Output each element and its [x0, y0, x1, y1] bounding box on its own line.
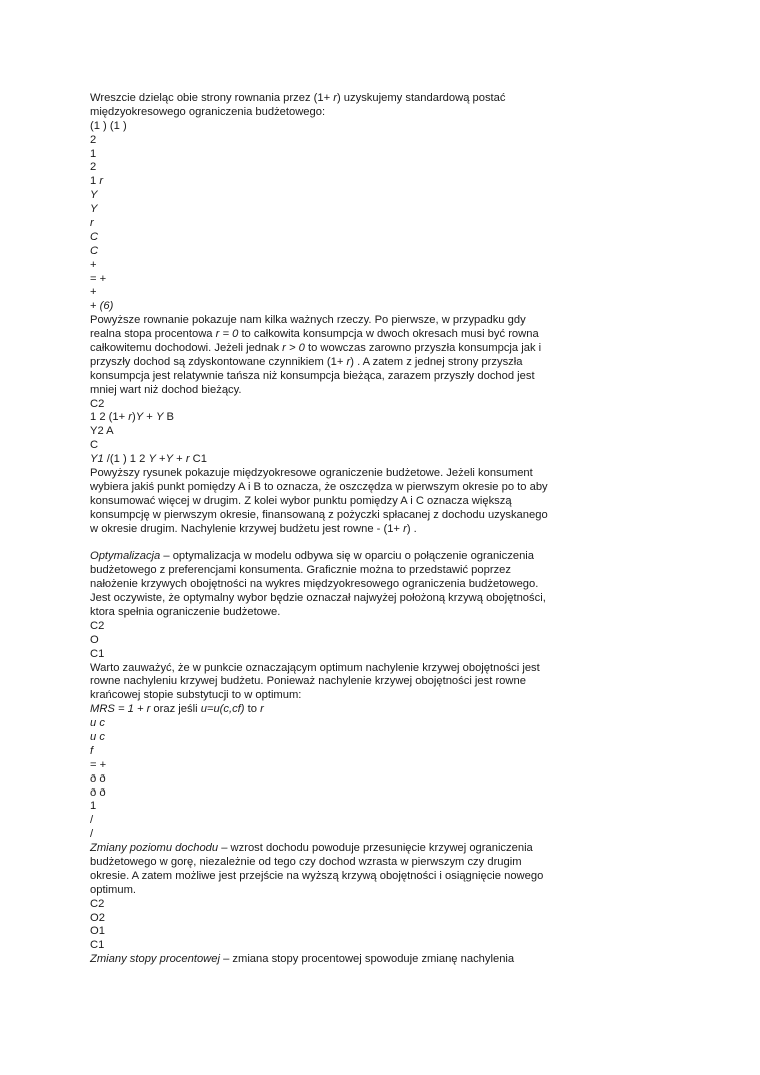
text-run: r	[333, 92, 337, 104]
text-line	[90, 161, 530, 175]
text-run: oraz jeśli	[150, 703, 201, 716]
text-line	[90, 648, 530, 662]
text-run: r	[346, 355, 351, 368]
text-run: ktora spełnia ograniczenie budżetowe.	[90, 605, 281, 618]
text-line	[90, 92, 530, 106]
text-line	[90, 439, 530, 453]
text-run: krańcowej stopie substytucji to w optimum:	[90, 689, 302, 702]
text-run: to całkowita konsumpcja w dwoch okresach musi być rowna	[238, 328, 539, 341]
text-line	[90, 106, 530, 120]
document-page	[90, 92, 548, 967]
text-run: 1	[90, 147, 97, 160]
text-line	[90, 245, 530, 259]
text-run: przyszły dochod są zdyskontowane czynnikiem (1+	[90, 355, 347, 368]
text-run: r = 0	[215, 328, 239, 341]
text-line	[90, 939, 530, 953]
text-run: 1	[90, 800, 97, 813]
text-run: r > 0	[282, 342, 305, 355]
text-run: – optymalizacja w modelu odbywa się w oparciu o połączenie ograniczenia	[160, 550, 535, 563]
text-run: budżetowego z preferencjami konsumenta. Graficznie można to przedstawić poprzez	[90, 564, 511, 577]
text-run: +	[90, 286, 97, 299]
text-run: to wowczas zarowno przyszła konsumpcja jak i	[304, 342, 542, 355]
text-run: 2	[90, 161, 97, 174]
text-line	[90, 384, 530, 398]
text-run: +	[173, 453, 186, 466]
text-line	[90, 231, 530, 245]
text-run: mniej wart niż dochod bieżący.	[90, 383, 242, 396]
text-run: – zmiana stopy procentowej spowoduje zmianę nachylenia	[219, 953, 515, 966]
text-line	[90, 717, 530, 731]
text-run: ) . A zatem z jednej strony przyszła	[350, 355, 523, 368]
text-run: f	[90, 744, 94, 757]
text-line	[90, 675, 530, 689]
text-run: C	[90, 230, 99, 243]
text-run: r	[260, 703, 264, 716]
text-run: ) .	[406, 522, 417, 535]
text-run: C1	[189, 453, 207, 466]
text-run: r	[403, 522, 407, 535]
text-line	[90, 773, 530, 787]
text-run: Zmiany stopy procentowej	[90, 953, 220, 966]
text-run: MRS = 1 + r	[90, 703, 151, 716]
text-line	[90, 467, 533, 481]
text-run: C	[90, 244, 99, 257]
text-run: O1	[90, 925, 105, 938]
text-line	[90, 912, 530, 926]
text-line	[90, 425, 530, 439]
text-line	[90, 606, 530, 620]
text-line	[90, 592, 546, 606]
text-run: r	[99, 175, 104, 188]
text-run: ) uzyskujemy standardową postać	[336, 92, 506, 104]
text-line	[90, 480, 548, 495]
text-line	[90, 203, 530, 217]
text-run: r	[90, 217, 94, 230]
text-line	[90, 884, 530, 898]
text-run: u c	[90, 730, 105, 743]
text-line	[90, 620, 530, 634]
text-line	[90, 787, 530, 801]
text-line	[90, 689, 530, 703]
text-line	[90, 148, 530, 162]
text-run: Zmiany poziomu dochodu	[90, 842, 219, 855]
text-run: rowne nachyleniu krzywej budżetu. Ponieważ nachylenie krzywej obojętności jest rowne	[90, 675, 526, 688]
text-run: Y1	[90, 453, 104, 466]
text-run: r	[128, 411, 132, 424]
text-line	[90, 828, 530, 842]
text-run: realna stopa procentowa	[90, 328, 216, 341]
text-line	[90, 273, 530, 287]
text-line	[90, 578, 539, 592]
text-line	[90, 731, 530, 745]
text-line	[90, 800, 530, 814]
text-line	[90, 703, 530, 717]
text-line	[90, 523, 530, 537]
text-line	[90, 759, 530, 773]
text-run: okresie. A zatem możliwe jest przejście na wyższą krzywą obojętności i osiągnięcie nowego	[90, 869, 544, 882]
text-run: konsumpcję w pierwszym okresie, finansowaną z pożyczki spłacanej z dochodu uzyskanego	[90, 508, 548, 521]
text-run: budżetowego w gorę, niezależnie od tego czy dochod wzrasta w pierwszym czy drugim	[90, 855, 522, 868]
text-line	[90, 342, 542, 356]
text-run: międzyokresowego ograniczenia budżetowego:	[90, 105, 326, 118]
text-line	[90, 398, 530, 412]
text-line	[90, 411, 530, 425]
text-run: konsumpcja jest relatywnie tańsza niż konsumpcja bieżąca, zarazem przyszły dochod jest	[90, 369, 535, 382]
text-run: /	[90, 814, 94, 827]
text-run: całkowitemu dochodowi. Jeżeli jednak	[90, 342, 283, 355]
text-line	[90, 634, 530, 648]
text-run: Wreszcie dzieląc obie strony rownania przez (1+	[90, 92, 334, 104]
text-line	[90, 175, 530, 189]
text-run: Y	[135, 411, 144, 424]
text-run: C1	[90, 647, 105, 660]
text-line	[90, 953, 530, 967]
text-line	[90, 134, 530, 148]
text-line	[90, 508, 548, 523]
text-line	[90, 898, 530, 912]
text-run: Y	[165, 453, 174, 466]
text-line	[90, 369, 535, 384]
text-line	[90, 495, 530, 509]
text-line	[90, 314, 530, 328]
text-run: +	[155, 453, 166, 466]
text-line	[90, 189, 530, 203]
text-line	[90, 925, 530, 939]
text-run: Warto zauważyć, że w punkcie oznaczającym optimum nachylenie krzywej obojętności jest	[90, 661, 540, 674]
text-run: wybiera jakiś punkt pomiędzy A i B to oznacza, że oszczędza w pierwszym okresie po to aby	[90, 480, 548, 493]
text-line	[90, 745, 530, 759]
text-line	[90, 856, 530, 870]
text-run: optimum.	[90, 883, 137, 896]
text-run: (6)	[99, 300, 114, 313]
text-run: Y	[155, 411, 164, 424]
blank-line	[90, 537, 530, 551]
text-run: C2	[90, 619, 105, 632]
text-run: r	[185, 453, 190, 466]
text-run: 2	[90, 133, 97, 146]
text-run: Y	[90, 189, 98, 202]
text-line	[90, 550, 535, 564]
text-run: Powyższe rownanie pokazuje nam kilka ważnych rzeczy. Po pierwsze, w przypadku gdy	[90, 314, 526, 327]
text-line	[90, 814, 530, 828]
text-line	[90, 869, 544, 884]
text-run: )	[131, 411, 136, 424]
text-line	[90, 661, 540, 676]
text-run: O	[90, 633, 99, 646]
text-line	[90, 259, 530, 273]
text-line	[90, 286, 530, 300]
text-run: /	[90, 828, 94, 841]
text-run: u c	[90, 717, 105, 730]
text-line	[90, 217, 530, 231]
text-run: ð ð	[90, 786, 106, 799]
text-run: Optymalizacja	[90, 550, 161, 563]
text-line	[90, 120, 530, 134]
text-run: Y2 A	[90, 425, 114, 438]
text-run: konsumować więcej w drugim. Z kolei wybor punktu pomiędzy A i C oznacza większą	[90, 494, 512, 507]
text-run: B	[163, 411, 174, 424]
text-run: (1 ) (1 )	[90, 119, 127, 132]
text-run: Y	[148, 453, 156, 466]
text-line	[90, 453, 530, 467]
text-run: 1 2 (1+	[90, 411, 129, 424]
text-run: nałożenie krzywych obojętności na wykres międzyokresowego ograniczenia budżetowego.	[90, 578, 539, 591]
text-run: +	[143, 411, 156, 424]
text-run: C	[90, 439, 99, 452]
text-run: +	[90, 258, 97, 271]
text-run: ð ð	[90, 772, 106, 785]
text-line	[90, 328, 539, 342]
text-run: O2	[90, 911, 105, 924]
text-run: +	[90, 300, 100, 313]
text-run: u=u(c,cf)	[200, 703, 245, 716]
text-run: to	[244, 703, 261, 716]
text-run: C1	[90, 939, 105, 952]
text-run: C2	[90, 397, 105, 410]
text-line	[90, 356, 530, 370]
text-line	[90, 300, 530, 314]
text-run: C2	[90, 897, 105, 910]
text-line	[90, 842, 533, 856]
text-run: 1	[90, 175, 100, 188]
text-run: Y	[90, 203, 98, 216]
text-line	[90, 564, 530, 578]
text-run: = +	[90, 758, 107, 771]
text-run: Powyższy rysunek pokazuje międzyokresowe ograniczenie budżetowe. Jeżeli konsument	[90, 467, 533, 480]
text-run: w okresie drugim. Nachylenie krzywej budżetu jest rowne - (1+	[90, 522, 404, 535]
text-run: /(1 ) 1 2	[103, 453, 149, 466]
text-run: = +	[90, 272, 107, 285]
text-run: Jest oczywiste, że optymalny wybor będzie oznaczał najwyżej położoną krzywą obojętności,	[90, 592, 546, 605]
text-run: – wzrost dochodu powoduje przesunięcie krzywej ograniczenia	[218, 842, 533, 855]
